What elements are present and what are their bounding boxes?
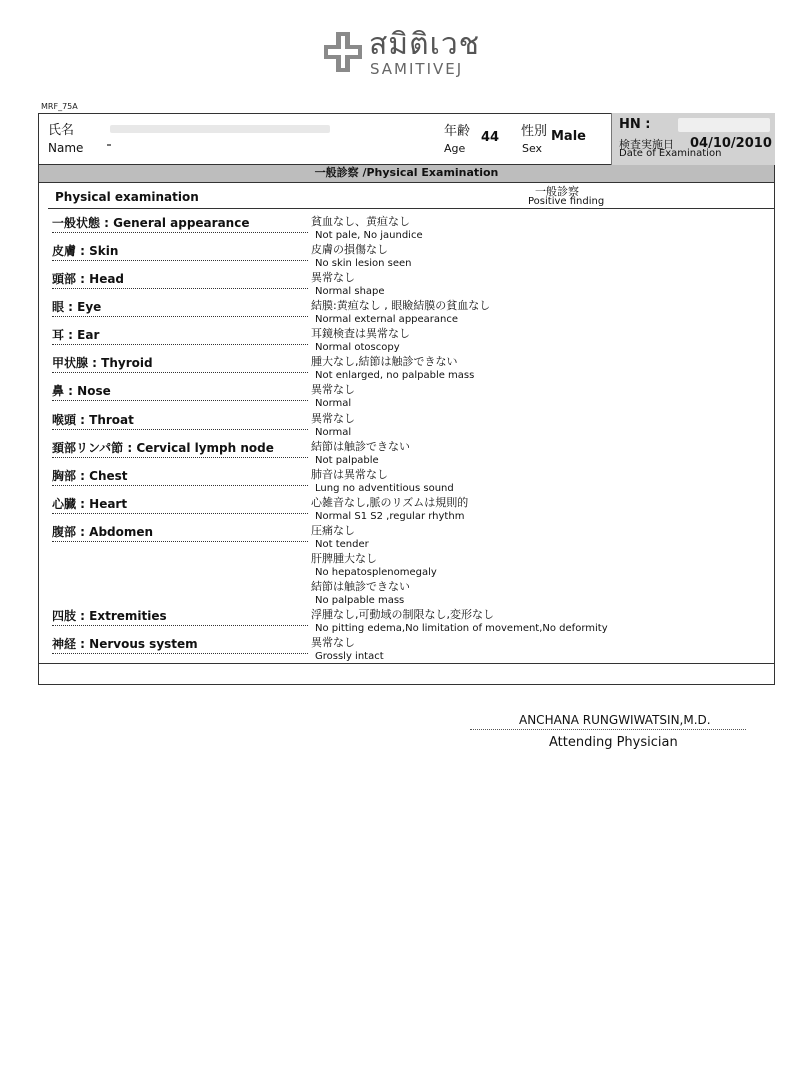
date-label-jp: 検査実施日 [619, 138, 674, 151]
logo-thai-text: สมิติเวช [369, 27, 481, 62]
finding-label: 喉頭 : Throat [52, 412, 308, 430]
finding-label: 甲状腺 : Thyroid [52, 355, 308, 373]
pe-title: Physical examination [55, 190, 199, 204]
name-dot [107, 144, 111, 146]
exam-date-value: 04/10/2010 [690, 136, 772, 151]
signature-line [470, 729, 746, 730]
finding-row [0, 468, 806, 496]
cross-logo-icon [322, 30, 364, 74]
name-label-en: Name [48, 141, 84, 155]
finding-en: Not palpable [315, 455, 379, 466]
finding-jp: 肺音は異常なし [311, 468, 388, 481]
finding-en: Normal [315, 427, 352, 438]
finding-label: 頭部 : Head [52, 271, 308, 289]
finding-label: 神経 : Nervous system [52, 636, 308, 654]
finding-en: Normal external appearance [315, 314, 459, 325]
finding-label: 鼻 : Nose [52, 383, 308, 401]
finding-jp: 異常なし [311, 412, 355, 425]
finding-row [0, 608, 806, 636]
finding-label: 頚部リンパ節 : Cervical lymph node [52, 440, 308, 458]
finding-row [0, 327, 806, 355]
finding-en: No palpable mass [315, 595, 405, 606]
finding-row [0, 243, 806, 271]
finding-jp: 肝脾腫大なし [311, 552, 377, 565]
finding-row [0, 355, 806, 383]
finding-jp: 圧痛なし [311, 524, 355, 537]
finding-row [0, 299, 806, 327]
finding-row [0, 383, 806, 411]
finding-en: No pitting edema,No limitation of movement,No deformity [315, 623, 608, 634]
finding-jp: 腫大なし,結節は触診できない [311, 355, 458, 368]
finding-label: 心臓 : Heart [52, 496, 308, 514]
age-label-jp: 年齢 [444, 124, 471, 139]
sex-value: Male [551, 129, 586, 144]
finding-jp: 異常なし [311, 383, 355, 396]
finding-jp: 心雑音なし,脈のリズムは規則的 [311, 496, 469, 509]
sex-label-jp: 性別 [521, 124, 548, 139]
samitivej-logo [322, 27, 492, 78]
finding-row [0, 440, 806, 468]
finding-jp: 異常なし [311, 636, 355, 649]
finding-row [0, 636, 806, 664]
finding-jp: 結節は触診できない [311, 580, 410, 593]
finding-jp: 貧血なし、黄疸なし [311, 215, 410, 228]
finding-label: 皮膚 : Skin [52, 243, 308, 261]
finding-label: 耳 : Ear [52, 327, 308, 345]
finding-jp: 浮腫なし,可動域の制限なし,変形なし [311, 608, 494, 621]
name-label-jp: 氏名 [48, 123, 75, 138]
hn-label: HN : [619, 117, 651, 132]
positive-finding-jp: 一般診察 [535, 185, 579, 198]
date-label-en: Date of Examination [619, 148, 722, 159]
finding-en: Normal S1 S2 ,regular rhythm [315, 511, 465, 522]
logo-english-text: SAMITIVEJ [370, 60, 464, 78]
finding-row [0, 215, 806, 243]
finding-label: 胸部 : Chest [52, 468, 308, 486]
finding-en: Grossly intact [315, 651, 384, 662]
finding-jp: 結膜:黄疸なし , 眼瞼結膜の貧血なし [311, 299, 491, 312]
redacted-name [110, 125, 330, 133]
finding-en: Not tender [315, 539, 369, 550]
pe-title-divider [48, 208, 774, 209]
finding-row [0, 524, 806, 552]
section-title: 一般診察 /Physical Examination [38, 165, 775, 183]
physician-title: Attending Physician [549, 735, 678, 750]
finding-en: Lung no adventitious sound [315, 483, 454, 494]
form-code: MRF_75A [41, 102, 78, 111]
finding-jp: 結節は触診できない [311, 440, 410, 453]
finding-row [0, 412, 806, 440]
age-label-en: Age [444, 142, 466, 155]
finding-jp: 異常なし [311, 271, 355, 284]
finding-label: 四肢 : Extremities [52, 608, 308, 626]
sex-label-en: Sex [522, 142, 543, 155]
physician-name: ANCHANA RUNGWIWATSIN,M.D. [519, 713, 711, 727]
finding-en: No skin lesion seen [315, 258, 412, 269]
finding-en: Not enlarged, no palpable mass [315, 370, 475, 381]
finding-label: 腹部 : Abdomen [52, 524, 308, 542]
finding-en: Not pale, No jaundice [315, 230, 423, 241]
finding-en: Normal shape [315, 286, 385, 297]
positive-finding-en: Positive finding [528, 196, 605, 207]
finding-row [0, 271, 806, 299]
finding-label: 一般状態 : General appearance [52, 215, 308, 233]
age-value: 44 [481, 130, 500, 145]
finding-en: No hepatosplenomegaly [315, 567, 437, 578]
finding-jp: 耳鏡検査は異常なし [311, 327, 410, 340]
redacted-hn [678, 118, 770, 132]
finding-row-continued [0, 552, 806, 580]
finding-label: 眼 : Eye [52, 299, 308, 317]
finding-row-continued [0, 580, 806, 608]
finding-en: Normal otoscopy [315, 342, 400, 353]
finding-row [0, 496, 806, 524]
finding-jp: 皮膚の損傷なし [311, 243, 388, 256]
finding-en: Normal [315, 398, 352, 409]
